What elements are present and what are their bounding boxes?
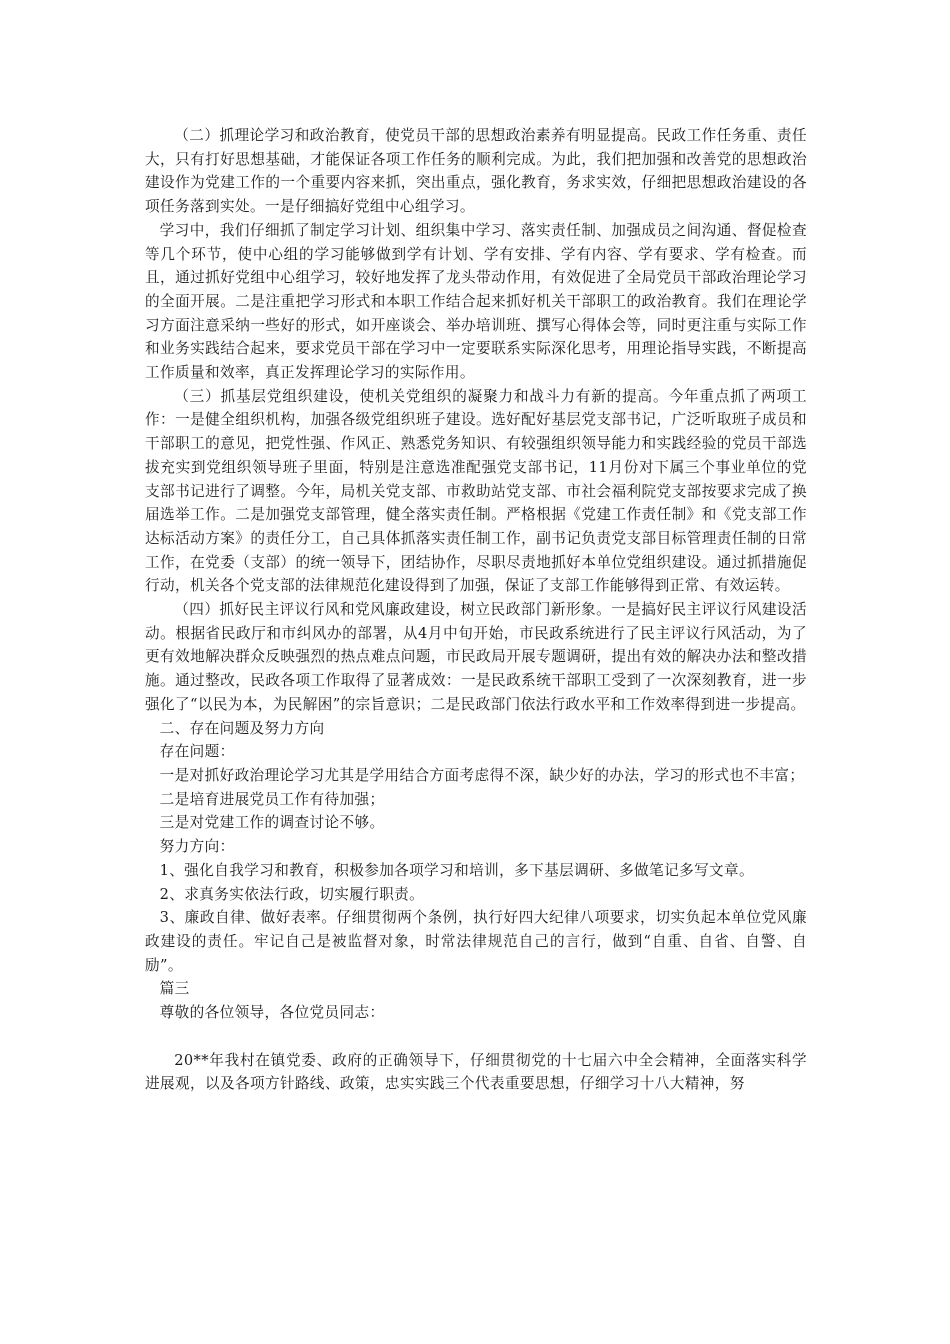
direction-item-1: 1、强化自我学习和教育，积极参加各项学习和培训，多下基层调研、多做笔记多写文章。 xyxy=(159,861,755,879)
paragraph-study-details: 学习中，我们仔细抓了制定学习计划、组织集中学习、落实责任制、加强成员之间沟通、督促检查等几个环节，使中心组的学习能够做到学有计划、学有安排、学有内容、学有要求、学有检查。而且，通过抓好党组中心组学习，较好地发挥了龙头带动作用，有效促进了全局党员干部政治理论学习的全面开展。二是注重把学习形式和本职工作结合起来抓好机关干部职工的政治教育。我们在理论学习方面注意采纳一些好的形式，如开座谈会、举办培训班、撰写心得体会等，同时更注重与实际工作和业务实践结合起来，要求党员干部在学习中一定要联系实际深化思考，用理论指导实践，不断提高工作质量和效率，真正发挥理论学习的实际作用。 xyxy=(145,221,807,382)
subheading-existing-problems: 存在问题： xyxy=(159,743,235,761)
problem-item-2: 二是培育进展党员工作有待加强； xyxy=(159,790,385,808)
document-page xyxy=(145,124,807,1096)
section-heading-problems: 二、存在问题及努力方向 xyxy=(159,719,325,737)
subheading-directions: 努力方向： xyxy=(159,838,235,856)
paragraph-party-theory-study: （二）抓理论学习和政治教育，使党员干部的思想政治素养有明显提高。民政工作任务重、责任大，只有打好思想基础，才能保证各项工作任务的顺利完成。为此，我们把加强和改善党的思想政治建设作为党建工作的一个重要内容来抓，突出重点，强化教育，务求实效，仔细把思想政治建设的各项任务落到实处。一是仔细搞好党组中心组学习。 xyxy=(145,127,807,216)
direction-item-3: 3、廉政自律、做好表率。仔细贯彻两个条例，执行好四大纪律八项要求，切实负起本单位党风廉政建设的责任。牢记自己是被监督对象，时常法律规范自己的言行，做到“自重、自省、自警、自励”。 xyxy=(145,909,807,974)
paragraph-village-report: 20**年我村在镇党委、政府的正确领导下，仔细贯彻党的十七届六中全会精神，全面落实科学进展观，以及各项方针路线、政策，忠实实践三个代表重要思想，仔细学习十八大精神，努 xyxy=(145,1051,807,1093)
problem-item-1: 一是对抓好政治理论学习尤其是学用结合方面考虑得不深，缺少好的办法，学习的形式也不丰富； xyxy=(159,766,805,784)
problem-item-3: 三是对党建工作的调查讨论不够。 xyxy=(159,814,385,832)
paragraph-democratic-evaluation: （四）抓好民主评议行风和党风廉政建设，树立民政部门新形象。一是搞好民主评议行风建设活动。根据省民政厅和市纠风办的部署，从4月中旬开始，市民政系统进行了民主评议行风活动，为了更有效地解决群众反映强烈的热点难点问题，市民政局开展专题调研，提出有效的解决办法和整改措施。通过整改，民政各项工作取得了显著成效：一是民政系统干部职工受到了一次深刻教育，进一步强化了“以民为本，为民解困”的宗旨意识；二是民政部门依法行政水平和工作效率得到进一步提高。 xyxy=(145,601,807,713)
section-label-part-three: 篇三 xyxy=(159,980,190,998)
direction-item-2: 2、求真务实依法行政，切实履行职责。 xyxy=(159,885,425,903)
paragraph-grassroots-organization: （三）抓基层党组织建设，使机关党组织的凝聚力和战斗力有新的提高。今年重点抓了两项工作：一是健全组织机构，加强各级党组织班子建设。选好配好基层党支部书记，广泛听取班子成员和干部职工的意见，把党性强、作风正、熟悉党务知识、有较强组织领导能力和实践经验的党员干部选拔充实到党组织领导班子里面，特别是注意选准配强党支部书记，11月份对下属三个事业单位的党支部书记进行了调整。今年，局机关党支部、市救助站党支部、市社会福利院党支部按要求完成了换届选举工作。二是加强党支部管理，健全落实责任制。严格根据《党建工作责任制》和《党支部工作达标活动方案》的责任分工，自己具体抓落实责任制工作，副书记负责党支部目标管理责任制的日常工作，在党委（支部）的统一领导下，团结协作，尽职尽责地抓好本单位党组织建设。通过抓措施促行动，机关各个党支部的法律规范化建设得到了加强，保证了支部工作能够得到正常、有效运转。 xyxy=(145,387,807,595)
salutation: 尊敬的各位领导，各位党员同志： xyxy=(159,1004,385,1022)
blank-line xyxy=(145,1025,807,1049)
